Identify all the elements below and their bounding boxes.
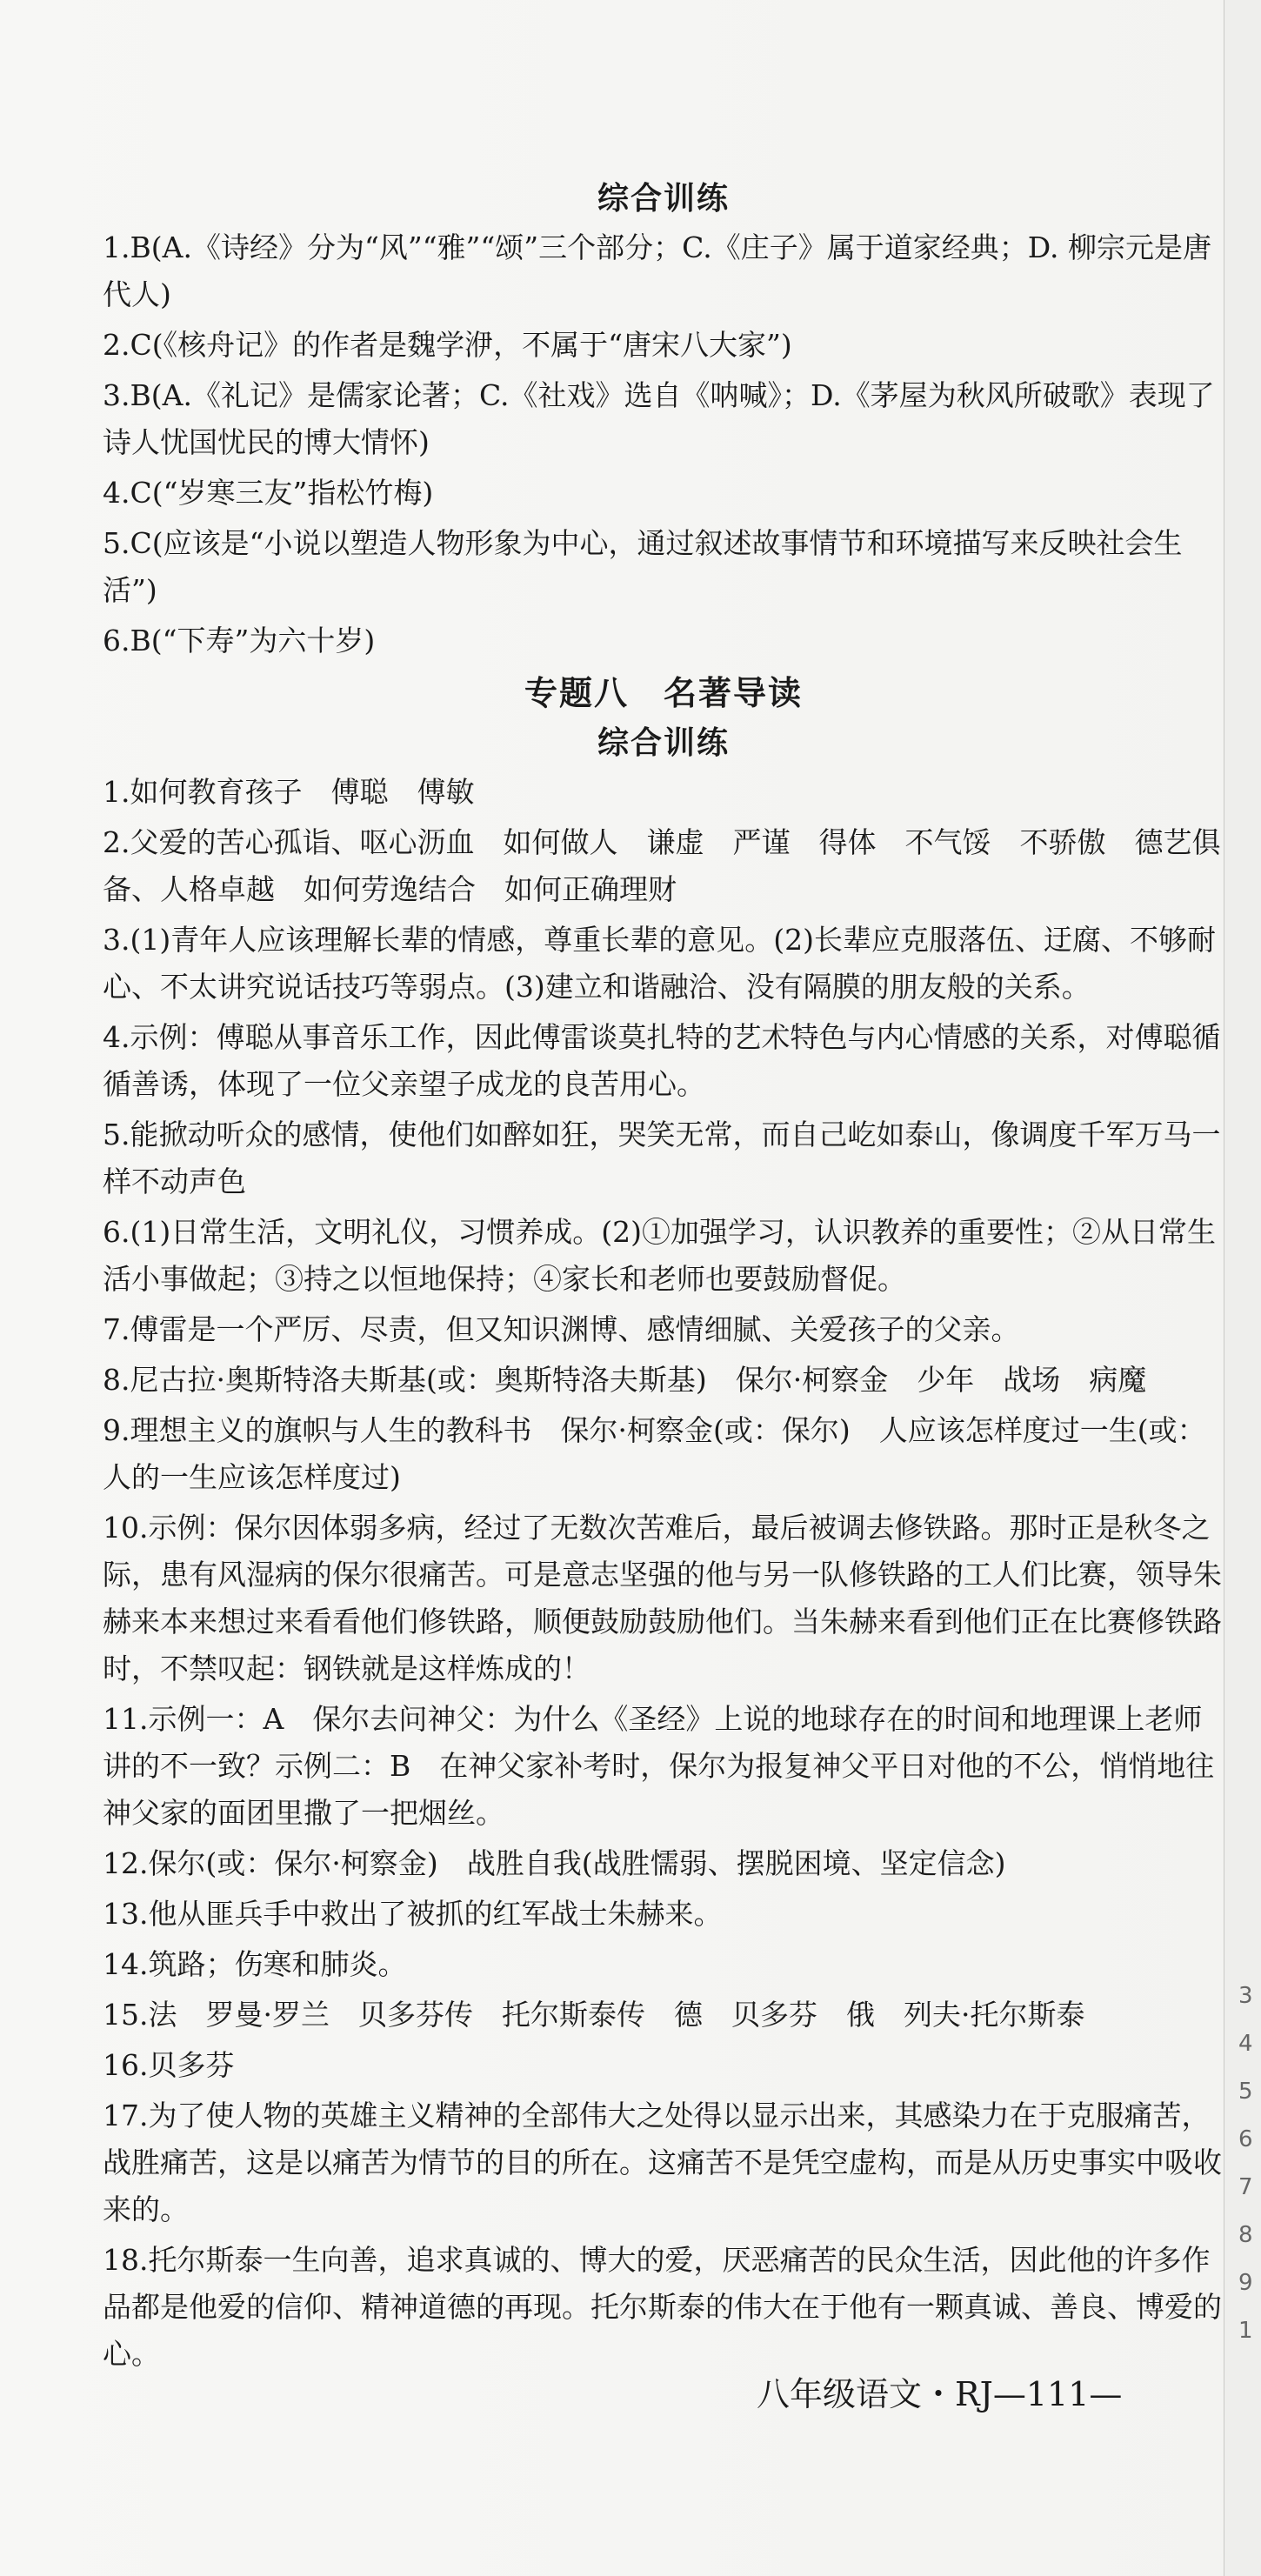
item-text: B(A.《诗经》分为“风”“雅”“颂”三个部分；C.《庄子》属于道家经典；D. 柳宗元是唐代人) <box>103 230 1211 311</box>
item-text: 保尔(或：保尔·柯察金) 战胜自我(战胜懦弱、摆脱困境、坚定信念) <box>148 1846 1006 1880</box>
item-number: 17. <box>103 2099 149 2132</box>
item-text: C(应该是“小说以塑造人物形象为中心，通过叙述故事情节和环境描写来反映社会生活”) <box>103 526 1183 607</box>
item-text: 示例一：A 保尔去问神父：为什么《圣经》上说的地球存在的时间和地理课上老师讲的不一致？示例二：B 在神父家补考时，保尔为报复神父平日对他的不公，悄悄地往神父家的面团里撒了一把烟丝。 <box>103 1702 1215 1830</box>
item-number: 11. <box>103 1702 149 1736</box>
list-item <box>103 470 1224 517</box>
edge-number: 7 <box>1238 2174 1253 2200</box>
item-number: 12. <box>103 1846 149 1880</box>
edge-number: 3 <box>1238 1983 1253 2009</box>
item-number: 9. <box>103 1413 130 1447</box>
item-number: 15. <box>103 1998 149 2032</box>
item-text: C(《核舟记》的作者是魏学洢，不属于“唐宋八大家”) <box>130 328 792 362</box>
edge-number: 6 <box>1238 2126 1253 2152</box>
adjacent-page-edge <box>1224 0 1261 2576</box>
list-item <box>103 1505 1224 1692</box>
item-text: (1)日常生活，文明礼仪，习惯养成。(2)①加强学习，认识教养的重要性；②从日常生活小事做起；③持之以恒地保持；④家长和老师也要鼓励督促。 <box>103 1215 1216 1296</box>
list-item <box>103 2092 1224 2233</box>
list-item <box>103 1840 1224 1887</box>
list-item <box>103 1014 1224 1108</box>
topic-title: 专题八 名著导读 <box>524 674 803 712</box>
item-number: 18. <box>103 2243 149 2277</box>
list-item <box>103 224 1224 318</box>
item-number: 3. <box>103 378 130 412</box>
list-item <box>103 1696 1224 1837</box>
item-text: 法 罗曼·罗兰 贝多芬传 托尔斯泰传 德 贝多芬 俄 列夫·托尔斯泰 <box>148 1998 1085 2032</box>
section-title: 综合训练 <box>597 725 730 761</box>
item-text: 贝多芬 <box>148 2048 235 2082</box>
item-text: 示例：傅聪从事音乐工作，因此傅雷谈莫扎特的艺术特色与内心情感的关系，对傅聪循循善诱，体现了一位父亲望子成龙的良苦用心。 <box>103 1020 1221 1101</box>
item-number: 14. <box>103 1947 149 1981</box>
item-text: 托尔斯泰一生向善，追求真诚的、博大的爱，厌恶痛苦的民众生活，因此他的许多作品都是他爱的信仰、精神道德的再现。托尔斯泰的伟大在于他有一颗真诚、善良、博爱的心。 <box>103 2243 1222 2371</box>
item-number: 1. <box>103 775 130 809</box>
item-text: 能掀动听众的感情，使他们如醉如狂，哭笑无常，而自己屹如泰山，像调度千军万马一样不动声色 <box>103 1118 1221 1198</box>
list-item <box>103 769 1224 816</box>
item-number: 4. <box>103 476 130 510</box>
item-text: 筑路；伤寒和肺炎。 <box>148 1947 407 1981</box>
item-text: B(“下寿”为六十岁) <box>130 624 376 657</box>
item-number: 2. <box>103 825 130 859</box>
item-number: 2. <box>103 328 130 362</box>
item-text: 他从匪兵手中救出了被抓的红军战士朱赫来。 <box>148 1897 723 1931</box>
item-number: 5. <box>103 1118 130 1151</box>
edge-number: 4 <box>1238 2031 1253 2057</box>
item-number: 4. <box>103 1020 130 1054</box>
item-number: 13. <box>103 1897 149 1931</box>
answer-content <box>103 174 1224 2381</box>
item-text: 傅雷是一个严厉、尽责，但又知识渊博、感情细腻、关爱孩子的父亲。 <box>130 1312 1020 1346</box>
edge-number: 8 <box>1238 2222 1253 2248</box>
item-number: 7. <box>103 1312 130 1346</box>
item-number: 6. <box>103 624 130 657</box>
item-number: 5. <box>103 526 130 560</box>
list-item <box>103 1992 1224 2039</box>
item-text: 父爱的苦心孤诣、呕心沥血 如何做人 谦虚 严谨 得体 不气馁 不骄傲 德艺俱备、人格卓越 如何劳逸结合 如何正确理财 <box>103 825 1221 906</box>
item-number: 8. <box>103 1363 130 1397</box>
item-number: 1. <box>103 230 130 264</box>
edge-number: 1 <box>1238 2318 1253 2344</box>
list-item <box>103 1111 1224 1205</box>
list-item <box>103 917 1224 1011</box>
item-number: 3. <box>103 923 130 957</box>
list-item <box>103 617 1224 664</box>
item-text: 为了使人物的英雄主义精神的全部伟大之处得以显示出来，其感染力在于克服痛苦，战胜痛苦，这是以痛苦为情节的目的所在。这痛苦不是凭空虚构，而是从历史事实中吸收来的。 <box>103 2099 1222 2226</box>
item-text: B(A.《礼记》是儒家论著；C.《社戏》选自《呐喊》；D.《茅屋为秋风所破歌》表现了诗人忧国忧民的博大情怀) <box>103 378 1215 459</box>
item-text: 示例：保尔因体弱多病，经过了无数次苦难后，最后被调去修铁路。那时正是秋冬之际，患有风湿病的保尔很痛苦。可是意志坚强的他与另一队修铁路的工人们比赛，领导朱赫来本来想过来看看他们修铁路，顺便鼓励鼓励他们。当朱赫来看到他们正在比赛修铁路时，不禁叹起：钢铁就是这样炼成的！ <box>103 1511 1222 1685</box>
item-number: 16. <box>103 2048 149 2082</box>
list-item <box>103 1407 1224 1501</box>
list-item <box>103 1357 1224 1404</box>
edge-number: 5 <box>1238 2079 1253 2105</box>
item-text: C(“岁寒三友”指松竹梅) <box>130 476 434 510</box>
list-item <box>103 1306 1224 1353</box>
item-number: 6. <box>103 1215 130 1249</box>
list-item <box>103 2042 1224 2089</box>
list-item <box>103 1209 1224 1303</box>
page-footer: 八年级语文・RJ—111— <box>757 2375 1123 2413</box>
item-number: 10. <box>103 1511 149 1545</box>
edge-number: 9 <box>1238 2270 1253 2296</box>
list-item <box>103 322 1224 369</box>
list-item <box>103 1891 1224 1938</box>
item-text: 如何教育孩子 傅聪 傅敏 <box>130 775 475 809</box>
section-title: 综合训练 <box>597 181 730 217</box>
item-text: 理想主义的旗帜与人生的教科书 保尔·柯察金(或：保尔) 人应该怎样度过一生(或：人的一生应该怎样度过) <box>103 1413 1206 1494</box>
list-item <box>103 372 1224 466</box>
item-text: (1)青年人应该理解长辈的情感，尊重长辈的意见。(2)长辈应克服落伍、迂腐、不够耐心、不太讲究说话技巧等弱点。(3)建立和谐融洽、没有隔膜的朋友般的关系。 <box>103 923 1216 1004</box>
list-item <box>103 819 1224 913</box>
list-item <box>103 1941 1224 1988</box>
list-item <box>103 2237 1224 2378</box>
item-text: 尼古拉·奥斯特洛夫斯基(或：奥斯特洛夫斯基) 保尔·柯察金 少年 战场 病魔 <box>130 1363 1147 1397</box>
list-item <box>103 520 1224 614</box>
